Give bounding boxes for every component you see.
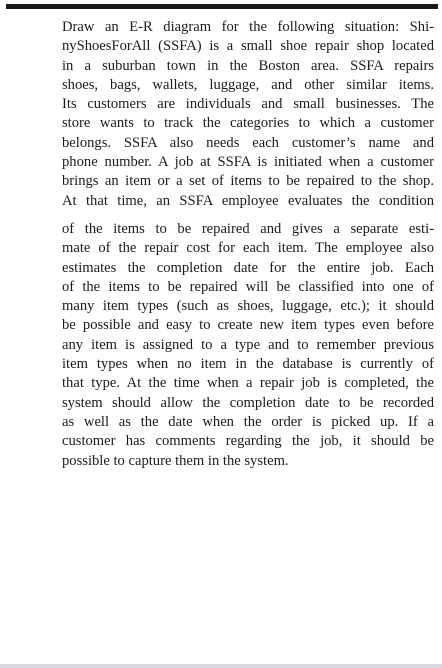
text-line-6: store wants to track the categories to which a customer: [62, 115, 434, 132]
text-line-4: shoes, bags, wallets, luggage, and other similar items.: [62, 76, 434, 93]
text-line-13: estimates the completion date for the entire job. Each: [62, 259, 434, 276]
top-rule: [6, 4, 438, 9]
document-page: [62, 18, 434, 471]
text-line-14: of the items to be repaired will be classified into one of: [62, 278, 434, 295]
text-line-8: phone number. A job at SSFA is initiated when a customer: [62, 154, 434, 171]
text-line-18: item types when no item in the database is currently of: [62, 356, 434, 373]
text-line-17: any item is assigned to a type and to remember previous: [62, 336, 434, 353]
text-line-23: possible to capture them in the system.: [62, 452, 289, 469]
text-line-10: At that time, an SSFA employee evaluates the condition: [62, 192, 434, 209]
text-line-20: system should allow the completion date to be recorded: [62, 394, 434, 411]
text-line-2: nyShoesForAll (SSFA) is a small shoe repair shop located: [62, 38, 434, 55]
bottom-band: [0, 664, 442, 668]
text-line-22: customer has comments regarding the job, it should be: [62, 433, 434, 450]
text-line-19: that type. At the time when a repair job is completed, the: [62, 375, 434, 392]
paragraph-gap: [62, 211, 434, 220]
problem-statement: [62, 18, 434, 471]
text-line-21: as well as the date when the order is picked up. If a: [62, 413, 434, 430]
text-line-1: Draw an E-R diagram for the following situation: Shi-: [62, 19, 434, 35]
text-line-16: be possible and easy to create new item types even before: [62, 317, 434, 334]
text-line-15: many item types (such as shoes, luggage, etc.); it should: [62, 298, 434, 315]
text-line-9: brings an item or a set of items to be repaired to the shop.: [62, 173, 434, 190]
text-line-11: of the items to be repaired and gives a separate esti-: [62, 220, 434, 237]
text-line-3: in a suburban town in the Boston area. SSFA repairs: [62, 57, 434, 74]
text-line-12: mate of the repair cost for each item. The employee also: [62, 240, 434, 257]
text-line-7: belongs. SSFA also needs each customer’s name and: [62, 134, 434, 151]
text-line-5: Its customers are individuals and small businesses. The: [62, 96, 434, 113]
